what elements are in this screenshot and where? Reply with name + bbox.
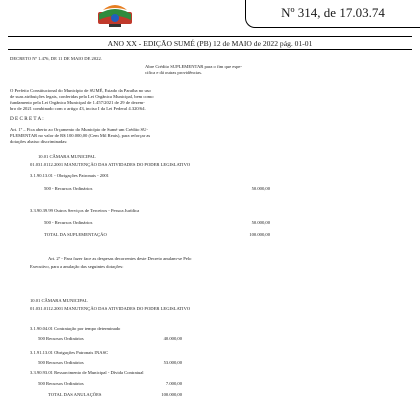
table1-unit: 01.031.0112.2001 MANUTENÇÃO DAS ATIVIDADES DO PODER LEGISLATIVO (30, 162, 191, 167)
preamble-line-1: O Prefeito Constitucional do Município de SUMÉ, Estado da Paraíba no uso (10, 88, 151, 93)
table1-item-2-code: 3.3.90.39.99 Outros Serviços de Terceiros - Pessoa Jurídica (30, 208, 140, 213)
header-top-rule (8, 36, 412, 37)
table2-item-2-value: 53.000,00 (163, 360, 182, 365)
table2-item-1-source: 500 Recursos Ordinários (38, 336, 84, 341)
art2-line-2: Executivo, para a anulação das seguintes dotações: (30, 264, 124, 269)
table2-total-label: TOTAL DAS ANULAÇÕES (48, 392, 102, 397)
table1-total-value: 100.000,00 (249, 232, 270, 237)
art1-line-1: Art. 1º – Fica aberto ao Orçamento do Município de Sumé um Crédito SU- (10, 127, 148, 132)
table1-item-1-code: 3.1.90.13.01 - Obrigações Patronais - 2001 (30, 173, 109, 178)
table2-org: 10.01 CÂMARA MUNICIPAL (30, 298, 88, 303)
table1-item-2-source: 500 - Recursos Ordinários (44, 220, 93, 225)
decreta-heading: D E C R E T A : (10, 116, 44, 122)
preamble-line-2: de suas atribuições legais, conferidas pela Lei Orgânica Municipal, bem como (10, 94, 154, 99)
preamble-line-3: fundamento pela Lei Orgânica Municipal de 1.457/2021 de 29 de dezem- (10, 100, 145, 105)
table2-item-3-source: 500 Recursos Ordinários (38, 381, 84, 386)
art1-line-2: PLEMENTAR no valor de R$ 100.000,00 (Cem Mil Reais), para reforçar as (10, 133, 151, 138)
preamble-line-4: bro de 2021 combinado com o artigo 43, inciso I da Lei Federal 4.320/64. (10, 106, 146, 111)
table1-item-1-value: 50.000,00 (251, 186, 270, 191)
art2-line-1: Art. 2º - Para fazer face as despesas decorrentes deste Decreto anulam-se Pelo (48, 256, 192, 261)
table2-item-3-code: 3.3.90.93.01 Ressarcimento de Municipal - Dívida Contratual (30, 370, 144, 375)
edition-line: ANO XX - EDIÇÃO SUMÉ (PB) 12 de MAIO de 2022 pág. 01-01 (107, 39, 313, 48)
table2-total-value: 100.000,00 (161, 392, 182, 397)
decree-summary-line-2: cifica e dá outras providências. (145, 70, 203, 75)
header-bottom-rule (8, 49, 412, 50)
municipal-logo (95, 0, 135, 30)
decree-title: DECRETO Nº 1.476, DE 11 DE MAIO DE 2022. (10, 56, 102, 61)
table2-unit: 01.031.0112.2001 MANUTENÇÃO DAS ATIVIDADES DO PODER LEGISLATIVO (30, 306, 191, 311)
table2-item-2-source: 500 Recursos Ordinários (38, 360, 84, 365)
law-number-box: Nº 314, de 17.03.74 (245, 0, 420, 28)
table1-total-label: TOTAL DA SUPLEMENTAÇÃO (44, 232, 107, 237)
table1-item-1-source: 500 - Recursos Ordinários (44, 186, 93, 191)
table2-item-2-code: 3.1.91.13.01 Obrigações Patronais INASC (30, 350, 109, 355)
table2-item-1-value: 40.000,00 (163, 336, 182, 341)
table2-item-1-code: 3.1.90.04.01 Contratação por tempo determinado (30, 326, 121, 331)
table1-item-2-value: 50.000,00 (251, 220, 270, 225)
table1-org: 10.01 CÂMARA MUNICIPAL (38, 154, 96, 159)
art1-line-3: dotações abaixo discriminadas: (10, 139, 68, 144)
decree-summary-line-1: Abre Crédito SUPLEMENTAR para o fim que espe- (145, 64, 242, 69)
table2-item-3-value: 7.000,00 (165, 381, 182, 386)
